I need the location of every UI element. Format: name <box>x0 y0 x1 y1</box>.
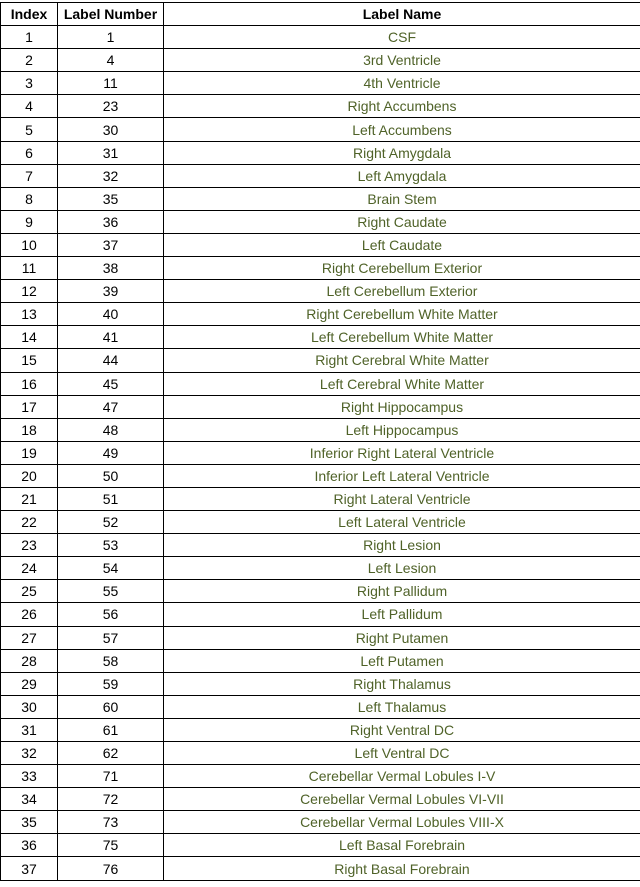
label-name-cell: Right Ventral DC <box>164 718 640 741</box>
index-cell: 20 <box>1 464 58 487</box>
table-row <box>1 164 640 187</box>
index-cell: 2 <box>1 49 58 72</box>
label-number-cell: 45 <box>58 372 164 395</box>
table-row <box>1 788 640 811</box>
index-cell: 24 <box>1 557 58 580</box>
index-cell: 35 <box>1 811 58 834</box>
index-cell: 11 <box>1 257 58 280</box>
label-name-cell: Right Cerebellum White Matter <box>164 303 640 326</box>
label-name-cell: 3rd Ventricle <box>164 49 640 72</box>
label-name-cell: Left Caudate <box>164 233 640 256</box>
table-row <box>1 326 640 349</box>
label-name-cell: Left Lateral Ventricle <box>164 511 640 534</box>
label-number-cell: 73 <box>58 811 164 834</box>
index-cell: 31 <box>1 718 58 741</box>
table-row <box>1 765 640 788</box>
table-row <box>1 257 640 280</box>
label-number-cell: 38 <box>58 257 164 280</box>
label-number-cell: 71 <box>58 765 164 788</box>
label-name-cell: Left Cerebral White Matter <box>164 372 640 395</box>
label-name-cell: Inferior Left Lateral Ventricle <box>164 464 640 487</box>
label-number-cell: 53 <box>58 534 164 557</box>
label-number-cell: 54 <box>58 557 164 580</box>
label-name-cell: Inferior Right Lateral Ventricle <box>164 441 640 464</box>
label-name-cell: Left Lesion <box>164 557 640 580</box>
label-number-cell: 36 <box>58 210 164 233</box>
table-row <box>1 418 640 441</box>
label-number-cell: 60 <box>58 695 164 718</box>
table-row <box>1 811 640 834</box>
table-row <box>1 695 640 718</box>
label-number-cell: 51 <box>58 487 164 510</box>
index-cell: 27 <box>1 626 58 649</box>
index-cell: 29 <box>1 672 58 695</box>
table-row <box>1 464 640 487</box>
label-number-cell: 75 <box>58 834 164 857</box>
label-name-cell: Right Pallidum <box>164 580 640 603</box>
label-number-cell: 23 <box>58 95 164 118</box>
index-cell: 34 <box>1 788 58 811</box>
index-cell: 4 <box>1 95 58 118</box>
index-cell: 1 <box>1 26 58 49</box>
label-number-cell: 39 <box>58 280 164 303</box>
index-cell: 6 <box>1 141 58 164</box>
label-number-cell: 57 <box>58 626 164 649</box>
label-name-cell: Right Cerebral White Matter <box>164 349 640 372</box>
index-cell: 23 <box>1 534 58 557</box>
index-cell: 26 <box>1 603 58 626</box>
label-number-cell: 59 <box>58 672 164 695</box>
label-name-cell: Cerebellar Vermal Lobules VI-VII <box>164 788 640 811</box>
header-row <box>1 3 640 26</box>
label-name-cell: Right Lesion <box>164 534 640 557</box>
index-cell: 30 <box>1 695 58 718</box>
index-cell: 13 <box>1 303 58 326</box>
label-number-cell: 49 <box>58 441 164 464</box>
table-row <box>1 372 640 395</box>
index-cell: 28 <box>1 649 58 672</box>
index-cell: 18 <box>1 418 58 441</box>
label-name-cell: Left Putamen <box>164 649 640 672</box>
label-number-cell: 37 <box>58 233 164 256</box>
index-cell: 5 <box>1 118 58 141</box>
label-number-cell: 44 <box>58 349 164 372</box>
index-cell: 9 <box>1 210 58 233</box>
table-row <box>1 187 640 210</box>
label-number-cell: 52 <box>58 511 164 534</box>
table-body <box>1 26 640 880</box>
label-number-cell: 35 <box>58 187 164 210</box>
index-cell: 32 <box>1 742 58 765</box>
label-name-cell: Brain Stem <box>164 187 640 210</box>
label-number-cell: 4 <box>58 49 164 72</box>
label-name-cell: CSF <box>164 26 640 49</box>
label-number-cell: 41 <box>58 326 164 349</box>
label-name-cell: Right Basal Forebrain <box>164 857 640 880</box>
label-number-cell: 50 <box>58 464 164 487</box>
label-name-cell: Right Putamen <box>164 626 640 649</box>
table-row <box>1 534 640 557</box>
label-table <box>0 2 640 881</box>
label-number-cell: 1 <box>58 26 164 49</box>
label-number-cell: 62 <box>58 742 164 765</box>
index-cell: 3 <box>1 72 58 95</box>
table-row <box>1 26 640 49</box>
table-row <box>1 580 640 603</box>
table-row <box>1 210 640 233</box>
table-row <box>1 742 640 765</box>
label-number-cell: 31 <box>58 141 164 164</box>
index-cell: 16 <box>1 372 58 395</box>
table-row <box>1 511 640 534</box>
table-row <box>1 649 640 672</box>
label-name-cell: 4th Ventricle <box>164 72 640 95</box>
label-number-cell: 40 <box>58 303 164 326</box>
label-number-cell: 11 <box>58 72 164 95</box>
label-name-cell: Right Accumbens <box>164 95 640 118</box>
table-row <box>1 487 640 510</box>
table-row <box>1 395 640 418</box>
table-row <box>1 603 640 626</box>
index-cell: 21 <box>1 487 58 510</box>
table-row <box>1 280 640 303</box>
index-cell: 37 <box>1 857 58 880</box>
label-number-cell: 76 <box>58 857 164 880</box>
table-row <box>1 557 640 580</box>
label-number-cell: 58 <box>58 649 164 672</box>
label-name-cell: Left Accumbens <box>164 118 640 141</box>
index-cell: 15 <box>1 349 58 372</box>
index-cell: 12 <box>1 280 58 303</box>
label-name-cell: Left Pallidum <box>164 603 640 626</box>
table-row <box>1 118 640 141</box>
index-cell: 19 <box>1 441 58 464</box>
index-cell: 33 <box>1 765 58 788</box>
label-number-cell: 48 <box>58 418 164 441</box>
index-cell: 22 <box>1 511 58 534</box>
label-number-cell: 61 <box>58 718 164 741</box>
index-cell: 36 <box>1 834 58 857</box>
label-name-cell: Left Basal Forebrain <box>164 834 640 857</box>
label-name-cell: Cerebellar Vermal Lobules I-V <box>164 765 640 788</box>
header-index: Index <box>1 3 58 26</box>
label-number-cell: 32 <box>58 164 164 187</box>
label-name-cell: Left Cerebellum Exterior <box>164 280 640 303</box>
table-row <box>1 49 640 72</box>
table-row <box>1 233 640 256</box>
index-cell: 8 <box>1 187 58 210</box>
label-name-cell: Left Cerebellum White Matter <box>164 326 640 349</box>
label-name-cell: Left Hippocampus <box>164 418 640 441</box>
index-cell: 14 <box>1 326 58 349</box>
index-cell: 7 <box>1 164 58 187</box>
label-name-cell: Left Ventral DC <box>164 742 640 765</box>
table-row <box>1 441 640 464</box>
header-label-name: Label Name <box>164 3 640 26</box>
table-row <box>1 349 640 372</box>
table-row <box>1 141 640 164</box>
label-number-cell: 47 <box>58 395 164 418</box>
label-name-cell: Right Lateral Ventricle <box>164 487 640 510</box>
table-row <box>1 303 640 326</box>
table-row <box>1 857 640 880</box>
header-label-number: Label Number <box>58 3 164 26</box>
label-name-cell: Right Thalamus <box>164 672 640 695</box>
label-number-cell: 72 <box>58 788 164 811</box>
label-name-cell: Left Thalamus <box>164 695 640 718</box>
index-cell: 17 <box>1 395 58 418</box>
table-row <box>1 72 640 95</box>
label-name-cell: Left Amygdala <box>164 164 640 187</box>
table-row <box>1 718 640 741</box>
label-number-cell: 30 <box>58 118 164 141</box>
label-name-cell: Right Amygdala <box>164 141 640 164</box>
table-row <box>1 95 640 118</box>
table-row <box>1 626 640 649</box>
label-number-cell: 56 <box>58 603 164 626</box>
table-row <box>1 672 640 695</box>
label-name-cell: Right Hippocampus <box>164 395 640 418</box>
label-name-cell: Right Cerebellum Exterior <box>164 257 640 280</box>
index-cell: 10 <box>1 233 58 256</box>
index-cell: 25 <box>1 580 58 603</box>
label-name-cell: Right Caudate <box>164 210 640 233</box>
label-name-cell: Cerebellar Vermal Lobules VIII-X <box>164 811 640 834</box>
table-row <box>1 834 640 857</box>
label-number-cell: 55 <box>58 580 164 603</box>
